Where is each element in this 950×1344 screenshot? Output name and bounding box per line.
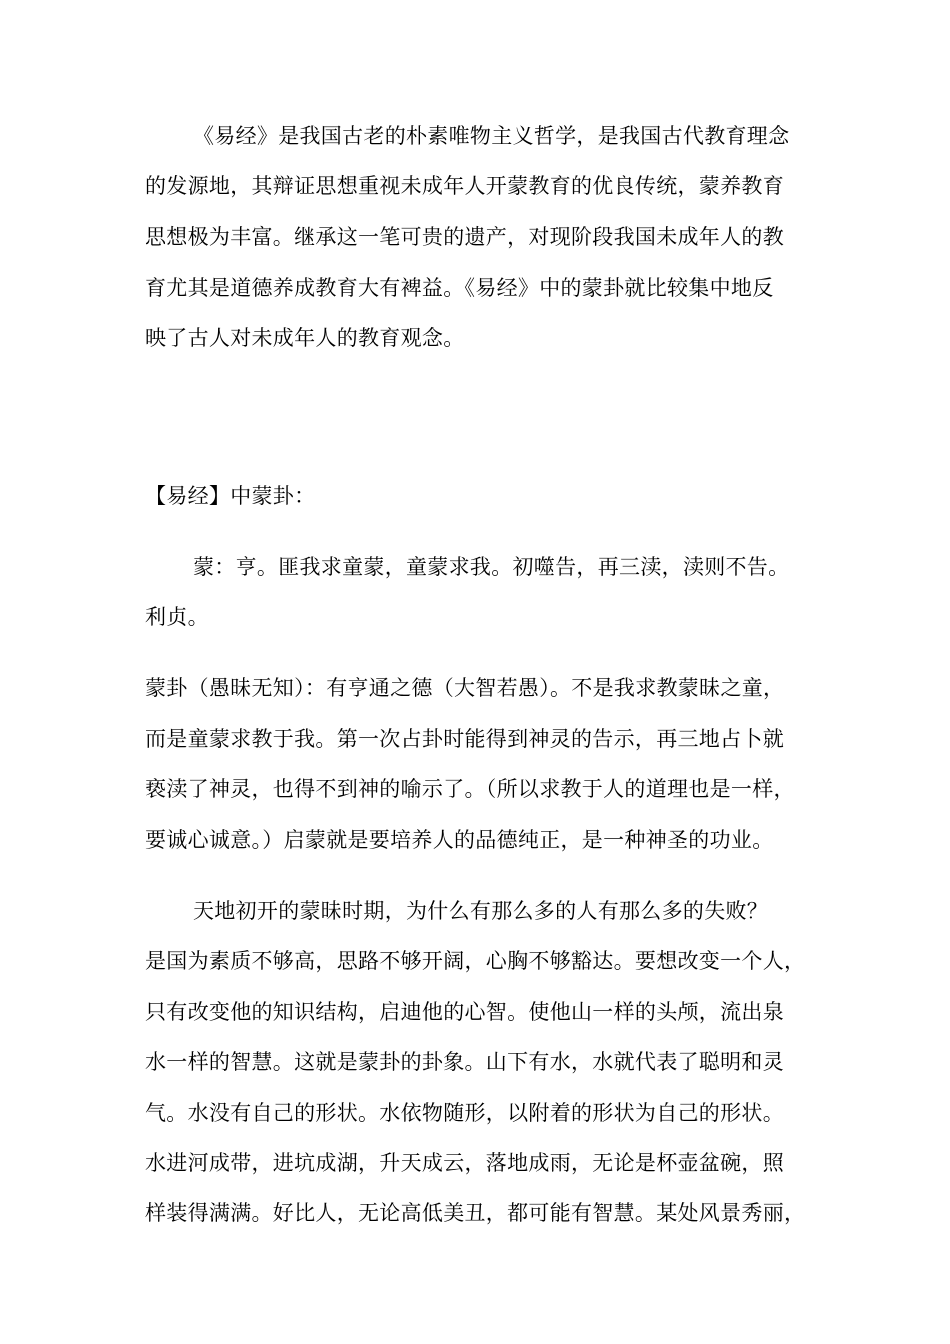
discussion-line: 气。水没有自己的形状。水依物随形，以附着的形状为自己的形状。 — [145, 1101, 784, 1125]
discussion-line: 水进河成带，进坑成湖，升天成云，落地成雨，无论是杯壶盆碗，照 — [145, 1151, 784, 1175]
classic-text-line: 利贞。 — [145, 605, 209, 629]
intro-line: 《易经》是我国古老的朴素唯物主义哲学，是我国古代教育理念 — [193, 124, 790, 148]
section-heading: 【易经】中蒙卦： — [145, 484, 316, 508]
discussion-line: 水一样的智慧。这就是蒙卦的卦象。山下有水，水就代表了聪明和灵 — [145, 1050, 784, 1074]
interpretation-line: 亵渎了神灵，也得不到神的喻示了。（所以求教于人的道理也是一样， — [145, 777, 795, 801]
classic-text-line: 蒙：亨。匪我求童蒙，童蒙求我。初噬告，再三渎，渎则不告。 — [193, 555, 790, 579]
interpretation-line: 要诚心诚意。）启蒙就是要培养人的品德纯正，是一种神圣的功业。 — [145, 828, 774, 852]
discussion-line: 样装得满满。好比人，无论高低美丑，都可能有智慧。某处风景秀丽， — [145, 1201, 806, 1225]
discussion-line: 天地初开的蒙昧时期，为什么有那么多的人有那么多的失败？ — [193, 899, 769, 923]
intro-line: 的发源地，其辩证思想重视未成年人开蒙教育的优良传统，蒙养教育 — [145, 174, 784, 198]
discussion-line: 是国为素质不够高，思路不够开阔，心胸不够豁达。要想改变一个人， — [145, 949, 806, 973]
intro-line: 育尤其是道德养成教育大有裨益。《易经》中的蒙卦就比较集中地反 — [145, 276, 774, 300]
interpretation-line: 蒙卦（愚昧无知）：有亨通之德（大智若愚）。不是我求教蒙昧之童， — [145, 676, 785, 700]
intro-line: 映了古人对未成年人的教育观念。 — [145, 326, 465, 350]
discussion-line: 只有改变他的知识结构，启迪他的心智。使他山一样的头颅，流出泉 — [145, 1000, 784, 1024]
interpretation-line: 而是童蒙求教于我。第一次占卦时能得到神灵的告示，再三地占卜就 — [145, 727, 784, 751]
intro-line: 思想极为丰富。继承这一笔可贵的遗产，对现阶段我国未成年人的教 — [145, 225, 784, 249]
